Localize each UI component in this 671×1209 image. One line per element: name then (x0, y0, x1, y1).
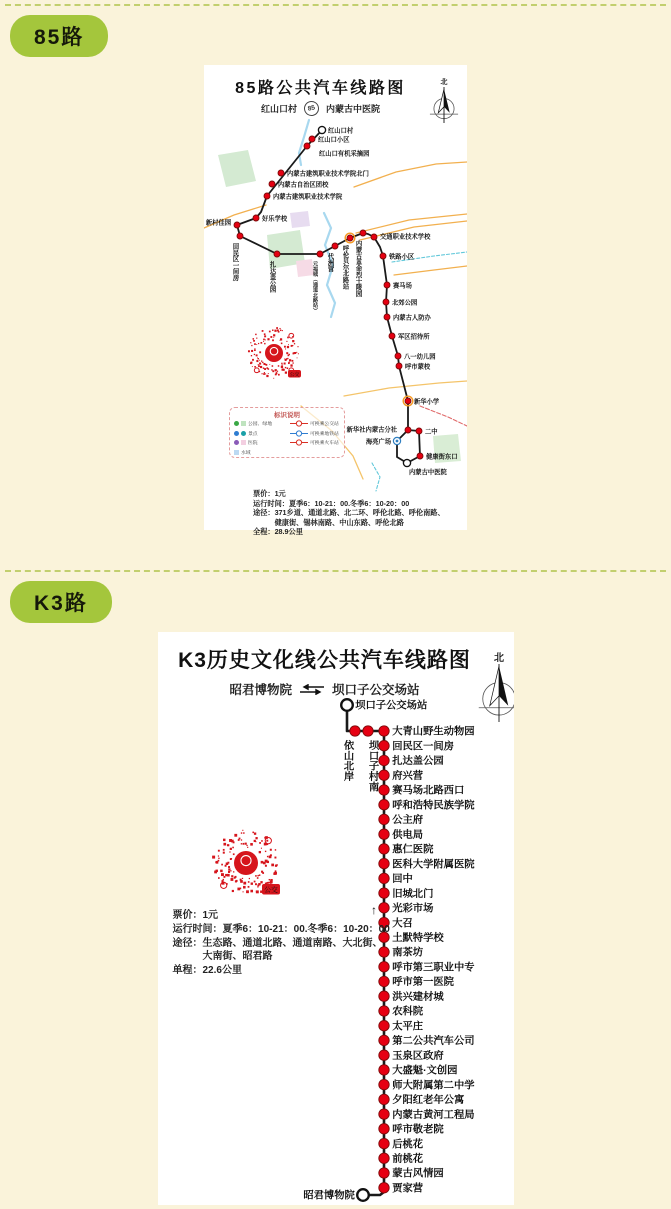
stop-dot (378, 1153, 388, 1163)
stop-dot (405, 427, 411, 433)
stop-dot (237, 233, 243, 239)
stop-dot (378, 1124, 388, 1134)
stop-label: 光彩市场 (391, 903, 433, 915)
stop-label: 内蒙古自治区团校 (278, 181, 329, 189)
route-k3-map-card (158, 632, 514, 1205)
legend-swatch-icon (234, 421, 239, 426)
route-stop (232, 233, 244, 282)
stop-dot (378, 873, 388, 883)
stop-label: 呼市敬老院 (391, 1124, 444, 1136)
stop-label: 惠仁医院 (391, 844, 433, 856)
stop-label: 太平庄 (391, 1021, 423, 1033)
stop-dot (378, 1183, 388, 1193)
route-line (397, 430, 408, 463)
stop-label: 供电局 (391, 829, 423, 841)
terminal-stop-dot (318, 126, 325, 133)
route-stop (378, 1005, 423, 1018)
fare-info-line: 单程：22.6公里 (172, 965, 242, 977)
stop-label: 扎达盖公园 (391, 756, 444, 768)
route-stop (378, 784, 463, 797)
route-stop (417, 451, 457, 460)
stop-dot (304, 143, 310, 149)
stop-dot (416, 428, 422, 434)
stop-dot (378, 800, 388, 810)
map-legend (229, 407, 345, 458)
terminus-to-k3: 坝口子公交场站 (332, 683, 420, 697)
stop-label: 洪兴建材城 (391, 991, 444, 1003)
route-stop (371, 231, 431, 240)
legend-item: 可换乘地铁站 (290, 430, 340, 437)
route-85-badge-row (10, 15, 671, 57)
map-road-decoration (299, 120, 309, 165)
stop-dot (378, 991, 388, 1001)
legend-line-icon (290, 420, 308, 427)
route-stop (416, 426, 438, 435)
legend-swatch-icon (234, 440, 239, 445)
stop-label: 内蒙古中医院 (409, 469, 447, 476)
map-area-decoration (290, 211, 310, 228)
stop-label: 师大附属第二中学 (391, 1080, 475, 1092)
route-stop (383, 297, 418, 306)
route-stop (378, 1182, 423, 1195)
stop-label: 内蒙古建筑职业技术学院 (273, 193, 343, 201)
map-title-k3: K3历史文化线公共汽车线路图 (178, 649, 471, 672)
fare-info-line: 途径：371乡道、通道北路、北二环、呼伦北路、呼伦南路、 (253, 508, 445, 518)
route-stop (384, 280, 413, 289)
legend-item: 水域 (234, 449, 284, 456)
stop-label: 府兴营 (391, 770, 423, 782)
stop-dot (384, 314, 390, 320)
stop-label: 南茶坊 (391, 947, 423, 959)
route-stop (378, 725, 474, 738)
route-85-badge: 85路 (10, 15, 108, 57)
stop-label: 公主府 (391, 815, 423, 827)
stop-dot (332, 243, 338, 249)
legend-columns (234, 420, 340, 456)
stop-dot (378, 755, 388, 765)
stop-label: 交通职业技术学校 (380, 233, 431, 241)
stop-label: 呼市蒙校 (405, 363, 431, 371)
legend-right-column (290, 420, 340, 456)
stop-dot (378, 814, 388, 824)
terminal-stop-dot (341, 699, 353, 711)
stop-dot (396, 363, 402, 369)
stop-dot (378, 785, 388, 795)
route-stop (378, 1108, 474, 1121)
stop-dot (378, 1021, 388, 1031)
qr-code-decoration (212, 830, 280, 895)
stop-label: 后桃花 (391, 1139, 423, 1151)
stop-label: 贾家营 (391, 1183, 423, 1195)
route-stop (378, 798, 474, 811)
stop-dot (378, 726, 388, 736)
stop-label: 新华小学 (414, 398, 440, 406)
stop-label: 赛马场北路西口 (391, 785, 464, 797)
route-stop (378, 887, 433, 900)
stop-label: 回民区一间房 (391, 741, 454, 753)
terminus-from-85: 红山口村 (260, 104, 297, 114)
fare-info-line: 运行时间：夏季6：10-21：00.冬季6：10-20：00 (253, 498, 410, 508)
legend-line-icon (290, 430, 308, 437)
stop-dot (378, 1094, 388, 1104)
route-stop (318, 125, 353, 134)
north-compass-icon (478, 652, 513, 722)
stop-dot (347, 235, 353, 241)
stop-label: 内蒙古人防办 (393, 314, 431, 322)
stop-label: 代洲营 (326, 253, 334, 272)
stop-dot (384, 282, 390, 288)
stop-dot (389, 333, 395, 339)
stop-label: 大召 (391, 918, 413, 930)
stop-dot (417, 453, 423, 459)
terminus-from-k3: 昭君博物院 (229, 683, 292, 697)
legend-swatch-icon (241, 421, 246, 426)
route-stop (347, 424, 411, 433)
route-stop (378, 961, 474, 974)
stop-label: 新华社内蒙古分社 (346, 426, 397, 434)
stop-label: 旧城北门 (391, 888, 433, 900)
route-stop (378, 872, 412, 885)
route-stop (304, 143, 370, 157)
route-stop (378, 1093, 464, 1106)
stop-label: 回中 (391, 874, 413, 886)
stop-label: 农科院 (391, 1006, 423, 1018)
map-road-decoration (394, 266, 467, 275)
stop-label: 内蒙古建筑职业技术学院北门 (287, 170, 369, 178)
fare-info-line: 健康街、锡林南路、中山东路、呼伦北路 (253, 517, 404, 527)
legend-item: 医院 (234, 439, 284, 446)
stop-dot (378, 858, 388, 868)
route-stop (362, 726, 378, 792)
stop-dot (378, 1079, 388, 1089)
terminal-stop-dot (403, 459, 410, 466)
stop-label: 前桃花 (391, 1154, 423, 1166)
route-stop (396, 361, 431, 370)
stop-dot (378, 1035, 388, 1045)
legend-swatch-icon (234, 431, 239, 436)
stop-dot (378, 770, 388, 780)
stop-label: 呼伦贝尔北路站 (341, 245, 349, 290)
route-stop (384, 312, 431, 321)
route-stop (378, 1123, 444, 1136)
map-road-decoration (354, 162, 467, 187)
route-stop (378, 739, 453, 752)
route-stop (378, 1034, 474, 1047)
stop-dot (378, 1006, 388, 1016)
stop-label: 新村佳园 (205, 219, 231, 227)
fare-info-line: 大南街、昭君路 (172, 951, 273, 963)
route-85-map-canvas (204, 65, 467, 530)
route-stop (269, 179, 329, 188)
stop-label: 大盛魁·文创园 (391, 1065, 457, 1077)
stop-dot (362, 726, 372, 736)
legend-item: 可换乘火车站 (290, 439, 340, 446)
stop-dot (253, 215, 259, 221)
route-k3-badge-row (10, 581, 671, 623)
stop-dot (264, 193, 270, 199)
fare-info-line: 途径：生态路、通道北路、通道南路、大北街、 (172, 937, 383, 949)
stop-label: 医科大学附属医院 (391, 859, 475, 871)
route-stop (378, 754, 444, 767)
stop-dot (378, 741, 388, 751)
stop-label: 昭君博物院 (302, 1190, 355, 1202)
top-dashed-divider (5, 4, 666, 6)
route-stop (378, 1019, 423, 1032)
route-stop (378, 1078, 474, 1091)
stop-dot (378, 829, 388, 839)
stop-label: 北郊公园 (392, 299, 418, 307)
stop-label: 健康街东口 (426, 453, 458, 461)
stop-dot (378, 1168, 388, 1178)
stop-label: 夕阳红老年公寓 (391, 1095, 464, 1107)
stop-dot (269, 181, 275, 187)
fare-info-line: 全程：28.9公里 (253, 527, 303, 537)
legend-line-icon (290, 439, 308, 446)
stop-dot (378, 844, 388, 854)
route-stop (378, 769, 423, 782)
route-stop (327, 243, 339, 273)
stop-dot (378, 1065, 388, 1075)
stop-dot (274, 251, 280, 257)
fare-info-k3 (173, 909, 390, 978)
svg-text:公交: 公交 (263, 887, 278, 895)
fare-info-line: 运行时间：夏季6：10-21：00.冬季6：10-20：00 (172, 923, 390, 935)
map-road-decoration (420, 406, 467, 426)
stop-label: 红山口小区 (318, 136, 350, 144)
stop-label: 扎达盖公园 (268, 261, 276, 293)
stop-label: 呼市第三职业中专 (391, 962, 475, 974)
legend-item: 景点 (234, 430, 284, 437)
legend-swatch-icon (241, 440, 246, 445)
terminal-stop-dot (357, 1189, 369, 1201)
direction-arrow: ↑ (370, 903, 377, 917)
route-stop (264, 191, 343, 200)
svg-text:北: 北 (493, 653, 504, 664)
stop-label: 土默特学校 (391, 933, 444, 945)
map-area-decoration (218, 150, 256, 187)
route-stop (378, 1167, 444, 1180)
legend-item: 可换乘公交站 (290, 420, 340, 427)
route-stop (366, 436, 401, 445)
stop-dot (395, 353, 401, 359)
route-stop (206, 217, 240, 228)
legend-swatch-icon (241, 431, 246, 436)
legend-left-column (234, 420, 284, 456)
north-compass-icon (430, 77, 458, 123)
stop-label: 二中 (425, 428, 438, 436)
map-title-85: 85路公共汽车线路图 (235, 80, 406, 97)
terminus-to-85: 内蒙古中医院 (326, 104, 381, 114)
page-root (0, 4, 671, 1205)
section-route-k3 (0, 581, 671, 1205)
route-stop (278, 168, 369, 177)
stop-dot (278, 170, 284, 176)
stop-label: 呼市第一医院 (391, 977, 454, 989)
stop-dot (378, 888, 388, 898)
stop-label: 依山北岸 (341, 740, 352, 782)
stop-dot (378, 1138, 388, 1148)
stop-dot (349, 726, 359, 736)
route-stop (341, 699, 428, 712)
stop-label: 红山口村 (328, 127, 354, 135)
stop-label: 好乐学校 (262, 215, 288, 223)
route-stop (380, 251, 415, 260)
stop-dot (405, 398, 411, 404)
stop-label: 海亮广场 (365, 438, 391, 446)
route-stop (378, 857, 474, 870)
route-stop (389, 331, 430, 340)
route-stop (378, 1064, 457, 1077)
stop-label: 第二公共汽车公司 (391, 1036, 475, 1048)
legend-swatch-icon (234, 450, 239, 455)
fare-info-line: 票价：1元 (172, 910, 219, 921)
stop-label: 军区招待所 (398, 333, 430, 341)
route-stop (355, 230, 367, 298)
stop-dot (360, 230, 366, 236)
stop-dot (383, 299, 389, 305)
stop-dot (317, 251, 323, 257)
legend-item: 公园、绿地 (234, 420, 284, 427)
route-stop (403, 396, 440, 406)
route-stop (378, 990, 444, 1003)
route-number-icon-85: 85 (303, 100, 321, 118)
stop-label: 元福城（通道北路站） (312, 261, 318, 313)
stop-label: 蒙古风情园 (391, 1168, 444, 1180)
stop-dot (234, 222, 240, 228)
route-stop (378, 828, 422, 841)
stop-dot (378, 1109, 388, 1119)
route-85-map-card (204, 65, 467, 537)
stop-label: 玉泉区政府 (391, 1050, 444, 1062)
route-stop (395, 351, 436, 360)
stop-label: 内蒙古黄河工程局 (391, 1109, 475, 1121)
map-road-decoration (372, 463, 380, 491)
route-stop (378, 1137, 423, 1150)
stop-label: 回民区一间房 (231, 243, 239, 281)
route-k3-badge: K3路 (10, 581, 112, 623)
stop-label: 赛马场 (393, 282, 412, 290)
section-route-85 (0, 15, 671, 537)
stop-label: 坝口子村南 (366, 740, 377, 792)
section-dashed-divider (5, 570, 666, 572)
fare-info-85 (253, 489, 445, 537)
stop-label: 呼和浩特民族学院 (391, 800, 475, 812)
stop-dot (378, 1050, 388, 1060)
route-stop (378, 843, 433, 856)
route-stop (378, 1049, 444, 1062)
svg-text:北: 北 (440, 79, 448, 86)
route-stop (378, 813, 423, 826)
fare-info-line: 票价：1元 (253, 489, 286, 498)
stop-label: 大青山野生动物园 (391, 726, 475, 738)
route-stop (341, 726, 360, 782)
route-stop (303, 1189, 368, 1202)
stop-label: 内蒙古革命烈士陵园 (354, 240, 362, 297)
stop-label: 铁路小区 (389, 253, 415, 261)
legend-title: 标识说明 (274, 412, 300, 419)
route-stop (312, 251, 323, 313)
stop-label: 红山口有机采摘园 (319, 150, 370, 158)
svg-text:公交: 公交 (289, 372, 300, 378)
route-stop (378, 1152, 423, 1165)
route-stop (309, 134, 350, 143)
stop-label: 八一幼儿园 (404, 353, 436, 361)
stop-dot (371, 234, 377, 240)
qr-code-decoration (248, 327, 301, 379)
stop-dot (380, 253, 386, 259)
stop-dot (309, 136, 315, 142)
stop-label: 坝口子公交场站 (354, 700, 427, 712)
